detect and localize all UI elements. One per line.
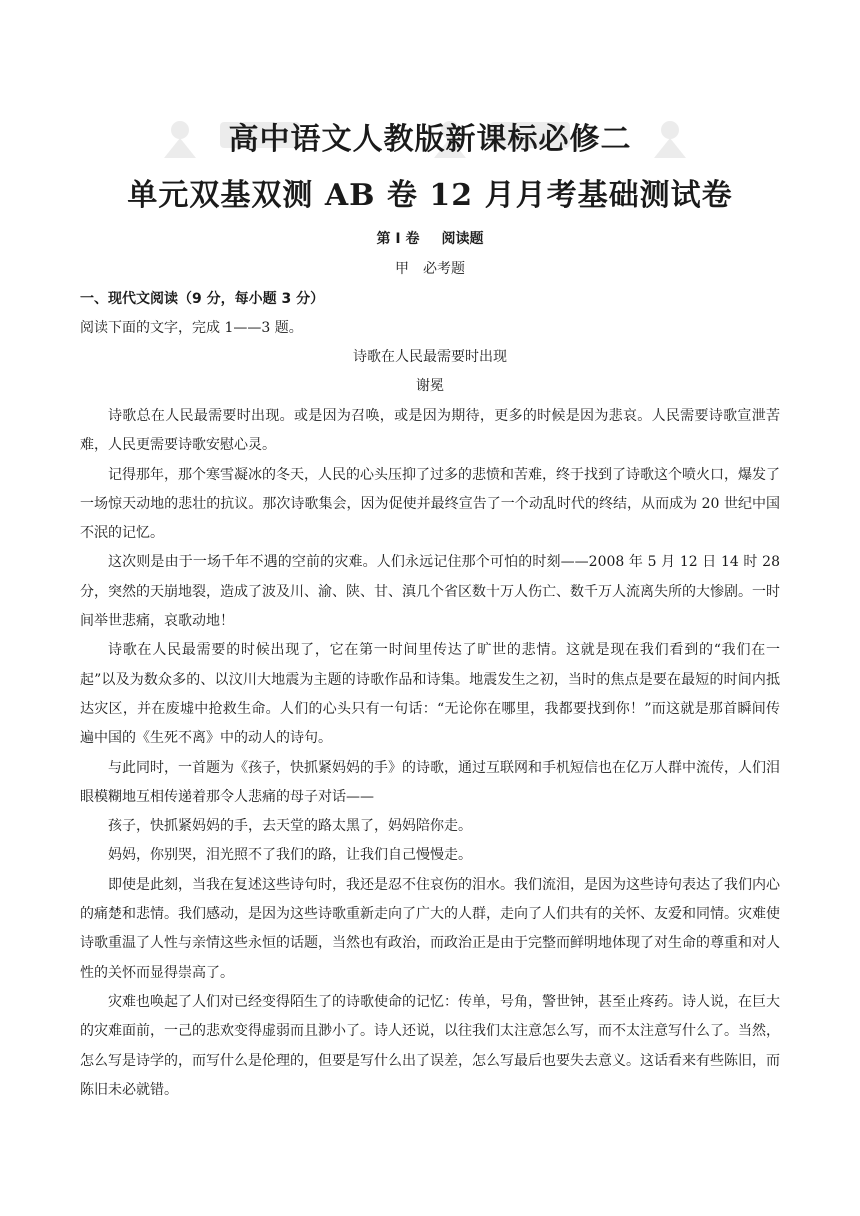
sub-label: 甲 <box>395 261 409 277</box>
article-author: 谢冕 <box>416 378 444 394</box>
document-title-line-2: 单元双基双测 AB 卷 12 月月考基础测试卷 <box>127 178 733 213</box>
article-body <box>80 402 780 1105</box>
paragraph: 即使是此刻，当我在复述这些诗句时，我还是忍不住哀伤的泪水。我们流泪，是因为这些诗句表达了我们内心的痛楚和悲情。我们感动，是因为这些诗歌重新走向了广大的人群，走向了人们共有的关怀、友爱和同情。灾难使诗歌重温了人性与亲情这些永恒的话题，当然也有政治，而政治正是由于完整而鲜明地体现了对生命的尊重和对人性的关怀而显得崇高了。 <box>80 876 780 981</box>
paragraph: 与此同时，一首题为《孩子，快抓紧妈妈的手》的诗歌，通过互联网和手机短信也在亿万人群中流传，人们泪眼模糊地互相传递着那令人悲痛的母子对话—— <box>80 759 780 805</box>
sub-name: 必考题 <box>423 261 465 277</box>
sub-heading <box>0 258 860 278</box>
volume-label: 第 I 卷 <box>376 231 420 247</box>
question-heading: 一、现代文阅读（9 分，每小题 3 分） <box>80 291 325 307</box>
paragraph: 这次则是由于一场千年不遇的空前的灾难。人们永远记住那个可怕的时刻——2008 年 5 月 12 日 14 时 28 分，突然的天崩地裂，造成了波及川、渝、陕、甘、滇几个省区数十万人伤亡、数千万人流离失所的大惨剧。一时间举世悲痛，哀歌动地！ <box>80 554 780 630</box>
poem-line: 孩子，快抓紧妈妈的手，去天堂的路太黑了，妈妈陪你走。 <box>108 818 472 835</box>
volume-name: 阅读题 <box>441 231 484 247</box>
poem-line: 妈妈，你别哭，泪光照不了我们的路，让我们自己慢慢走。 <box>108 847 472 864</box>
article-title: 诗歌在人民最需要时出现 <box>353 349 507 365</box>
paragraph: 记得那年，那个寒雪凝冰的冬天，人民的心头压抑了过多的悲愤和苦难，终于找到了诗歌这个喷火口，爆发了一场惊天动地的悲壮的抗议。那次诗歌集会，因为促使并最终宣告了一个动乱时代的终结，从而成为 20 世纪中国不泯的记忆。 <box>80 466 780 542</box>
instruction-text: 阅读下面的文字，完成 1——3 题。 <box>80 320 303 336</box>
paragraph: 灾难也唤起了人们对已经变得陌生了的诗歌使命的记忆：传单，号角，警世钟，甚至止疼药。诗人说，在巨大的灾难面前，一己的悲欢变得虚弱而且渺小了。诗人还说，以往我们太注意怎么写，而不太注意写什么了。当然，怎么写是诗学的，而写什么是伦理的，但要是写什么出了误差，怎么写最后也要失去意义。这话看来有些陈旧，而陈旧未必就错。 <box>80 993 780 1098</box>
volume-heading <box>0 228 860 248</box>
document-title-line-1: 高中语文人教版新课标必修二 <box>228 122 632 157</box>
paragraph: 诗歌在人民最需要的时候出现了，它在第一时间里传达了旷世的悲情。这就是现在我们看到的“我们在一起”以及为数众多的、以汶川大地震为主题的诗歌作品和诗集。地震发生之初，当时的焦点是要在最短的时间内抵达灾区，并在废墟中抢救生命。人们的心头只有一句话：“无论你在哪里，我都要找到你！”而这就是那首瞬间传遍中国的《生死不离》中的动人的诗句。 <box>80 642 780 747</box>
paragraph: 诗歌总在人民最需要时出现。或是因为召唤，或是因为期待，更多的时候是因为悲哀。人民需要诗歌宣泄苦难，人民更需要诗歌安慰心灵。 <box>80 408 780 454</box>
